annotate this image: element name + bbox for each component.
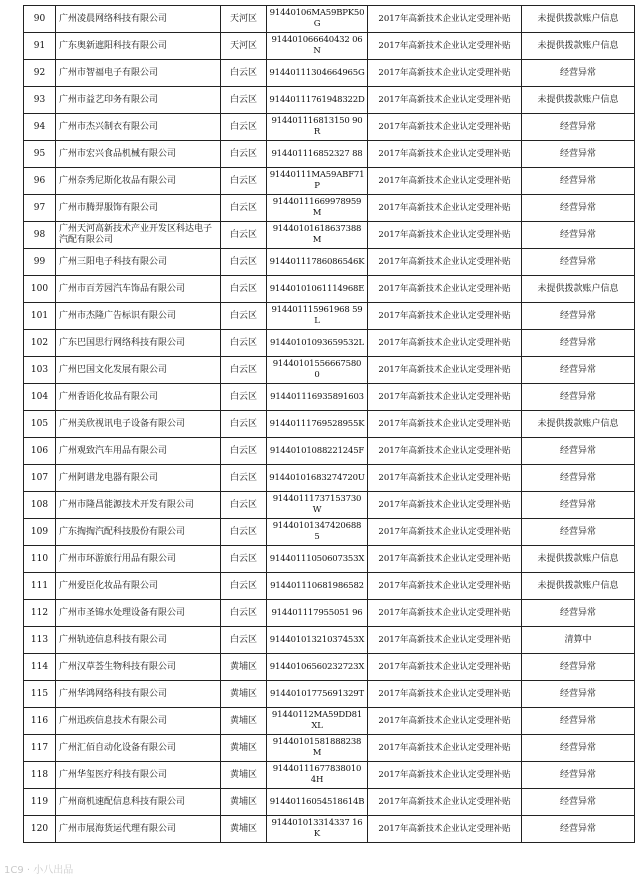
cell-district: 黄埔区 [221, 735, 267, 762]
cell-number: 105 [24, 411, 56, 438]
cell-status: 未提供拨款账户信息 [522, 276, 635, 303]
cell-district: 白云区 [221, 411, 267, 438]
cell-number: 97 [24, 195, 56, 222]
cell-company-name: 广州市百芳园汽车饰品有限公司 [56, 276, 221, 303]
cell-credit-code: 91440101775691329T [267, 681, 368, 708]
cell-credit-code: 91440112MA59DD81XL [267, 708, 368, 735]
table-row [24, 492, 635, 519]
table-row [24, 789, 635, 816]
cell-project: 2017年高新技术企业认定受理补贴 [368, 600, 522, 627]
cell-district: 白云区 [221, 546, 267, 573]
cell-district: 黄埔区 [221, 654, 267, 681]
cell-district: 白云区 [221, 600, 267, 627]
cell-district: 白云区 [221, 330, 267, 357]
cell-district: 白云区 [221, 222, 267, 249]
cell-district: 白云区 [221, 465, 267, 492]
cell-status: 未提供拨款账户信息 [522, 546, 635, 573]
table-row [24, 114, 635, 141]
table-row [24, 141, 635, 168]
cell-district: 白云区 [221, 384, 267, 411]
cell-number: 115 [24, 681, 56, 708]
cell-project: 2017年高新技术企业认定受理补贴 [368, 168, 522, 195]
cell-number: 101 [24, 303, 56, 330]
table-row [24, 87, 635, 114]
cell-company-name: 广州市宏兴食品机械有限公司 [56, 141, 221, 168]
cell-number: 99 [24, 249, 56, 276]
cell-company-name: 广州市展海货运代理有限公司 [56, 816, 221, 843]
cell-company-name: 广州华鸿网络科技有限公司 [56, 681, 221, 708]
cell-district: 白云区 [221, 168, 267, 195]
cell-district: 白云区 [221, 276, 267, 303]
cell-status: 经营异常 [522, 762, 635, 789]
cell-status: 经营异常 [522, 681, 635, 708]
cell-district: 白云区 [221, 60, 267, 87]
cell-company-name: 广州天河高新技术产业开发区科达电子汽配有限公司 [56, 222, 221, 249]
cell-company-name: 广州汉草荟生物科技有限公司 [56, 654, 221, 681]
cell-credit-code: 914401116852327 88 [267, 141, 368, 168]
cell-number: 118 [24, 762, 56, 789]
table-row [24, 600, 635, 627]
cell-project: 2017年高新技术企业认定受理补贴 [368, 762, 522, 789]
cell-credit-code: 914401117955051 96 [267, 600, 368, 627]
cell-project: 2017年高新技术企业认定受理补贴 [368, 627, 522, 654]
cell-credit-code: 91440111050607353X [267, 546, 368, 573]
cell-project: 2017年高新技术企业认定受理补贴 [368, 573, 522, 600]
cell-credit-code: 91440101618637388M [267, 222, 368, 249]
table-row [24, 384, 635, 411]
cell-number: 113 [24, 627, 56, 654]
cell-credit-code: 91440101556667580 0 [267, 357, 368, 384]
cell-district: 白云区 [221, 492, 267, 519]
table-row [24, 276, 635, 303]
cell-company-name: 广州轨迹信息科技有限公司 [56, 627, 221, 654]
cell-status: 经营异常 [522, 357, 635, 384]
cell-project: 2017年高新技术企业认定受理补贴 [368, 789, 522, 816]
cell-company-name: 广州迅疾信息技术有限公司 [56, 708, 221, 735]
cell-project: 2017年高新技术企业认定受理补贴 [368, 816, 522, 843]
cell-district: 黄埔区 [221, 681, 267, 708]
cell-number: 100 [24, 276, 56, 303]
cell-company-name: 广东掏掏汽配科技股份有限公司 [56, 519, 221, 546]
cell-project: 2017年高新技术企业认定受理补贴 [368, 87, 522, 114]
cell-company-name: 广州汇佰自动化设备有限公司 [56, 735, 221, 762]
table-row [24, 654, 635, 681]
table-row [24, 627, 635, 654]
cell-company-name: 广州市隆昌能源技术开发有限公司 [56, 492, 221, 519]
cell-status: 经营异常 [522, 816, 635, 843]
cell-status: 经营异常 [522, 492, 635, 519]
table-row [24, 411, 635, 438]
table-row [24, 762, 635, 789]
cell-company-name: 广州奈秀尼斯化妆品有限公司 [56, 168, 221, 195]
cell-project: 2017年高新技术企业认定受理补贴 [368, 303, 522, 330]
cell-credit-code: 914401115961968 59L [267, 303, 368, 330]
cell-credit-code: 91440101347420688 5 [267, 519, 368, 546]
cell-status: 经营异常 [522, 519, 635, 546]
cell-credit-code: 91440111MA59ABF71P [267, 168, 368, 195]
table-row [24, 357, 635, 384]
cell-project: 2017年高新技术企业认定受理补贴 [368, 249, 522, 276]
cell-company-name: 广州华玺医疗科技有限公司 [56, 762, 221, 789]
cell-project: 2017年高新技术企业认定受理补贴 [368, 222, 522, 249]
watermark: 1C9 · 小八出品 [4, 865, 74, 876]
cell-project: 2017年高新技术企业认定受理补贴 [368, 195, 522, 222]
table-row [24, 303, 635, 330]
cell-company-name: 广州阿谱龙电器有限公司 [56, 465, 221, 492]
cell-district: 白云区 [221, 303, 267, 330]
cell-district: 白云区 [221, 357, 267, 384]
table-body [24, 6, 635, 843]
cell-project: 2017年高新技术企业认定受理补贴 [368, 357, 522, 384]
cell-number: 96 [24, 168, 56, 195]
table-row [24, 222, 635, 249]
cell-company-name: 广州巴国文化发展有限公司 [56, 357, 221, 384]
cell-company-name: 广州市智福电子有限公司 [56, 60, 221, 87]
cell-district: 白云区 [221, 438, 267, 465]
table-row [24, 6, 635, 33]
cell-credit-code: 91440101683274720U [267, 465, 368, 492]
cell-project: 2017年高新技术企业认定受理补贴 [368, 33, 522, 60]
cell-status: 经营异常 [522, 141, 635, 168]
cell-status: 经营异常 [522, 600, 635, 627]
cell-company-name: 广州爱臣化妆品有限公司 [56, 573, 221, 600]
cell-number: 92 [24, 60, 56, 87]
table-row [24, 735, 635, 762]
cell-status: 经营异常 [522, 168, 635, 195]
cell-company-name: 广州美欣视讯电子设备有限公司 [56, 411, 221, 438]
table-row [24, 33, 635, 60]
cell-project: 2017年高新技术企业认定受理补贴 [368, 6, 522, 33]
cell-credit-code: 91440101321037453X [267, 627, 368, 654]
cell-status: 未提供拨款账户信息 [522, 6, 635, 33]
cell-credit-code: 914401116813150 90R [267, 114, 368, 141]
cell-status: 未提供拨款账户信息 [522, 573, 635, 600]
table-row [24, 60, 635, 87]
cell-district: 白云区 [221, 627, 267, 654]
cell-status: 经营异常 [522, 789, 635, 816]
cell-status: 经营异常 [522, 438, 635, 465]
table-row [24, 249, 635, 276]
cell-credit-code: 914401116935891603 [267, 384, 368, 411]
cell-credit-code: 91440101093659532L [267, 330, 368, 357]
subsidy-table [23, 5, 635, 843]
cell-number: 116 [24, 708, 56, 735]
cell-number: 120 [24, 816, 56, 843]
cell-company-name: 广东巴国思行网络科技有限公司 [56, 330, 221, 357]
cell-number: 112 [24, 600, 56, 627]
cell-company-name: 广州香语化妆品有限公司 [56, 384, 221, 411]
cell-status: 未提供拨款账户信息 [522, 411, 635, 438]
cell-project: 2017年高新技术企业认定受理补贴 [368, 654, 522, 681]
cell-credit-code: 91440111677838010 4H [267, 762, 368, 789]
cell-number: 108 [24, 492, 56, 519]
cell-district: 白云区 [221, 195, 267, 222]
cell-number: 117 [24, 735, 56, 762]
cell-project: 2017年高新技术企业认定受理补贴 [368, 438, 522, 465]
cell-credit-code: 91440111304664965G [267, 60, 368, 87]
table-row [24, 168, 635, 195]
cell-number: 102 [24, 330, 56, 357]
table-row [24, 330, 635, 357]
cell-project: 2017年高新技术企业认定受理补贴 [368, 519, 522, 546]
table-row [24, 573, 635, 600]
cell-credit-code: 91440111786086546K [267, 249, 368, 276]
cell-district: 天河区 [221, 33, 267, 60]
cell-number: 110 [24, 546, 56, 573]
cell-number: 106 [24, 438, 56, 465]
cell-number: 93 [24, 87, 56, 114]
cell-number: 111 [24, 573, 56, 600]
cell-project: 2017年高新技术企业认定受理补贴 [368, 276, 522, 303]
cell-credit-code: 914401013314337 16K [267, 816, 368, 843]
cell-district: 白云区 [221, 114, 267, 141]
cell-status: 经营异常 [522, 195, 635, 222]
cell-status: 经营异常 [522, 114, 635, 141]
cell-district: 白云区 [221, 249, 267, 276]
cell-credit-code: 91440116054518614B [267, 789, 368, 816]
cell-company-name: 广州三阳电子科技有限公司 [56, 249, 221, 276]
cell-status: 经营异常 [522, 330, 635, 357]
cell-company-name: 广州凌晨网络科技有限公司 [56, 6, 221, 33]
cell-status: 经营异常 [522, 60, 635, 87]
cell-number: 95 [24, 141, 56, 168]
cell-district: 白云区 [221, 519, 267, 546]
cell-project: 2017年高新技术企业认定受理补贴 [368, 681, 522, 708]
table-row [24, 465, 635, 492]
cell-project: 2017年高新技术企业认定受理补贴 [368, 708, 522, 735]
cell-status: 经营异常 [522, 303, 635, 330]
cell-status: 经营异常 [522, 465, 635, 492]
table-row [24, 546, 635, 573]
cell-project: 2017年高新技术企业认定受理补贴 [368, 735, 522, 762]
cell-company-name: 广东奥新遮阳科技有限公司 [56, 33, 221, 60]
cell-number: 109 [24, 519, 56, 546]
cell-company-name: 广州市环游旅行用品有限公司 [56, 546, 221, 573]
cell-project: 2017年高新技术企业认定受理补贴 [368, 330, 522, 357]
cell-credit-code: 91440101581888238M [267, 735, 368, 762]
cell-district: 白云区 [221, 141, 267, 168]
cell-project: 2017年高新技术企业认定受理补贴 [368, 465, 522, 492]
cell-credit-code: 91440101088221245F [267, 438, 368, 465]
cell-number: 103 [24, 357, 56, 384]
cell-status: 经营异常 [522, 249, 635, 276]
cell-credit-code: 914401110681986582 [267, 573, 368, 600]
table-row [24, 438, 635, 465]
cell-number: 114 [24, 654, 56, 681]
cell-company-name: 广州市益艺印务有限公司 [56, 87, 221, 114]
cell-status: 未提供拨款账户信息 [522, 87, 635, 114]
cell-status: 经营异常 [522, 654, 635, 681]
cell-project: 2017年高新技术企业认定受理补贴 [368, 492, 522, 519]
cell-project: 2017年高新技术企业认定受理补贴 [368, 141, 522, 168]
cell-district: 黄埔区 [221, 816, 267, 843]
cell-status: 经营异常 [522, 384, 635, 411]
table-row [24, 681, 635, 708]
cell-status: 清算中 [522, 627, 635, 654]
cell-company-name: 广州市圣锦水处理设备有限公司 [56, 600, 221, 627]
table-row [24, 708, 635, 735]
cell-district: 白云区 [221, 573, 267, 600]
cell-project: 2017年高新技术企业认定受理补贴 [368, 384, 522, 411]
cell-number: 119 [24, 789, 56, 816]
cell-company-name: 广州市腾羿服饰有限公司 [56, 195, 221, 222]
cell-credit-code: 91440106MA59BPK50G [267, 6, 368, 33]
cell-credit-code: 91440111761948322D [267, 87, 368, 114]
cell-project: 2017年高新技术企业认定受理补贴 [368, 60, 522, 87]
table-row [24, 816, 635, 843]
cell-number: 104 [24, 384, 56, 411]
cell-company-name: 广州观致汽车用品有限公司 [56, 438, 221, 465]
cell-company-name: 广州市杰隆广告标识有限公司 [56, 303, 221, 330]
cell-district: 黄埔区 [221, 789, 267, 816]
cell-status: 经营异常 [522, 735, 635, 762]
cell-credit-code: 91440111769528955K [267, 411, 368, 438]
cell-credit-code: 914401066640432 06N [267, 33, 368, 60]
cell-credit-code: 91440111737153730W [267, 492, 368, 519]
cell-status: 经营异常 [522, 222, 635, 249]
cell-status: 经营异常 [522, 708, 635, 735]
cell-credit-code: 91440106560232723X [267, 654, 368, 681]
cell-district: 黄埔区 [221, 762, 267, 789]
cell-project: 2017年高新技术企业认定受理补贴 [368, 411, 522, 438]
cell-number: 94 [24, 114, 56, 141]
cell-project: 2017年高新技术企业认定受理补贴 [368, 114, 522, 141]
cell-district: 黄埔区 [221, 708, 267, 735]
cell-number: 107 [24, 465, 56, 492]
cell-project: 2017年高新技术企业认定受理补贴 [368, 546, 522, 573]
cell-status: 未提供拨款账户信息 [522, 33, 635, 60]
table-row [24, 519, 635, 546]
cell-company-name: 广州市杰兴制衣有限公司 [56, 114, 221, 141]
cell-company-name: 广州商机速配信息科技有限公司 [56, 789, 221, 816]
cell-number: 90 [24, 6, 56, 33]
cell-district: 白云区 [221, 87, 267, 114]
table-row [24, 195, 635, 222]
cell-credit-code: 91440111669978959M [267, 195, 368, 222]
cell-number: 91 [24, 33, 56, 60]
cell-credit-code: 91440101061114968E [267, 276, 368, 303]
cell-number: 98 [24, 222, 56, 249]
cell-district: 天河区 [221, 6, 267, 33]
